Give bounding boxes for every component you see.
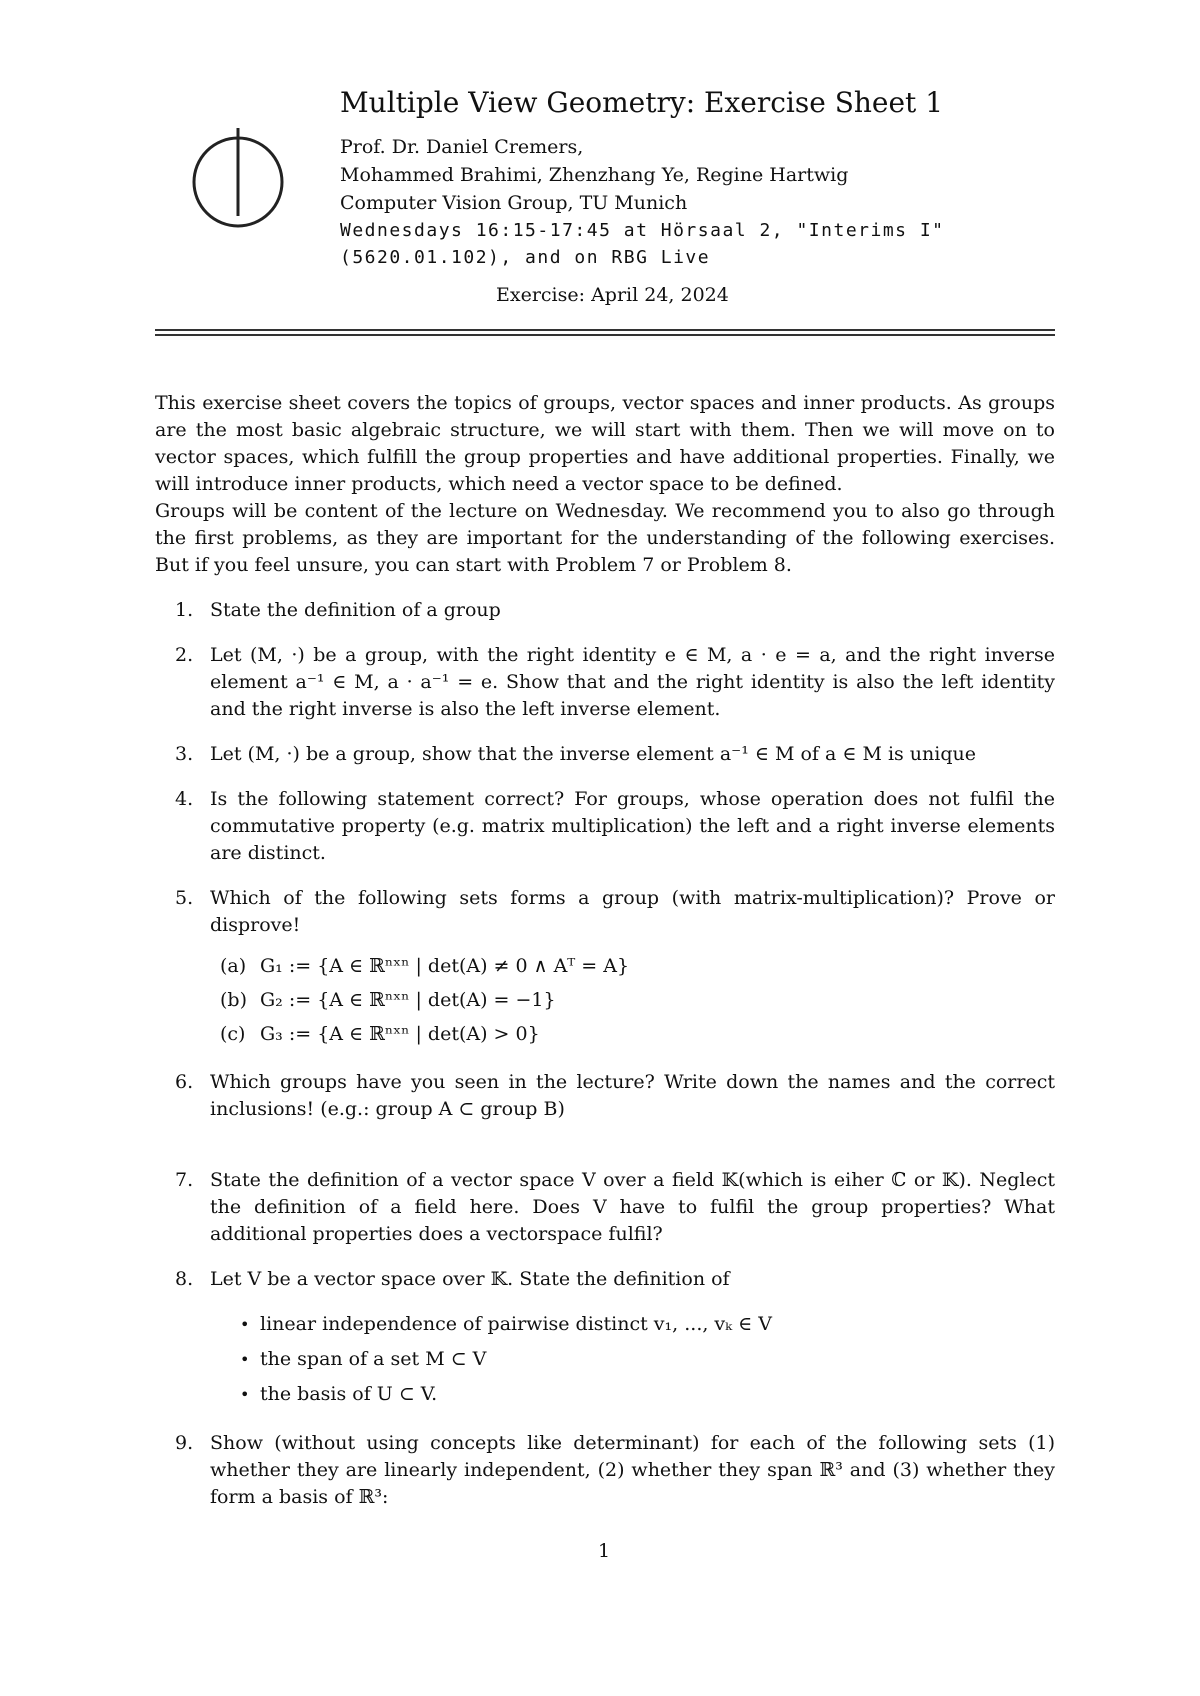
subproblem-c [210,1017,1055,1051]
problem-number: 2. [175,644,194,666]
header-divider-top [155,329,1055,331]
page-number: 1 [598,1540,611,1562]
problem-number: 6. [175,1071,194,1093]
problem-number: 9. [175,1432,194,1454]
subproblem-a [210,949,1055,983]
definition-item [210,1307,1055,1342]
schedule-line-1: Wednesdays 16:15-17:45 at Hörsaal 2, "Interims I" [340,220,945,241]
sheet-title: Multiple View Geometry: Exercise Sheet 1 [340,86,944,119]
intro-paragraph-1: This exercise sheet covers the topics of groups, vector spaces and inner products. As groups are the most basic algebraic structure, we will start with them. Then we will move on to vector spaces, which fulfill the group properties and have additional properties. Finally, we will introduce inner products, which need a vector space to be defined. [155,392,1055,495]
problem-text: State the definition of a group [210,599,501,621]
problem-text: Show (without using concepts like determinant) for each of the following sets (1) whether they are linearly independent, (2) whether they span ℝ³ and (3) whether they form a basis of ℝ³: [210,1432,1055,1508]
problem-4 [155,786,1055,867]
problem-number: 7. [175,1169,194,1191]
problem-1 [155,597,1055,624]
sheet-body [155,390,1055,1511]
problem-9 [155,1430,1055,1511]
definition-text: linear independence of pairwise distinct v₁, ..., vₖ ∈ V [260,1313,772,1335]
subproblem-text: G₁ := {A ∈ ℝⁿˣⁿ | det(A) ≠ 0 ∧ Aᵀ = A} [260,955,630,977]
definition-item [210,1342,1055,1377]
definition-item [210,1377,1055,1412]
subproblem-label: (a) [220,955,247,977]
subproblem-list [210,949,1055,1051]
subproblem-text: G₃ := {A ∈ ℝⁿˣⁿ | det(A) > 0} [260,1023,540,1045]
problem-number: 5. [175,887,194,909]
problem-list [155,597,1055,1511]
problem-number: 4. [175,788,194,810]
problem-8 [155,1266,1055,1412]
authors-line-1: Prof. Dr. Daniel Cremers, [340,136,584,158]
group-line: Computer Vision Group, TU Munich [340,192,688,214]
authors-line-2: Mohammed Brahimi, Zhenzhang Ye, Regine Hartwig [340,164,849,186]
problem-text: Let (M, ·) be a group, with the right identity e ∈ M, a · e = a, and the right inverse element a⁻¹ ∈ M, a · a⁻¹ = e. Show that and the right identity is also the left identity and the right inverse is also the left inverse element. [210,644,1055,720]
intro-paragraph-2: Groups will be content of the lecture on Wednesday. We recommend you to also go through the first problems, as they are important for the understanding of the following exercises. But if you feel unsure, you can start with Problem 7 or Problem 8. [155,500,1055,576]
problem-2 [155,642,1055,723]
problem-number: 8. [175,1268,194,1290]
definition-text: the basis of U ⊂ V. [260,1383,438,1405]
problem-number: 1. [175,599,194,621]
subproblem-label: (c) [220,1023,246,1045]
problem-5 [155,885,1055,1051]
bullet-icon: • [240,1385,250,1404]
intro [155,390,1055,579]
exercise-date: Exercise: April 24, 2024 [496,284,729,306]
definition-text: the span of a set M ⊂ V [260,1348,487,1370]
definition-list [210,1307,1055,1412]
problem-6 [155,1069,1055,1123]
bullet-icon: • [240,1350,250,1369]
schedule-line-2: (5620.01.102), and on RBG Live [340,247,711,268]
subproblem-text: G₂ := {A ∈ ℝⁿˣⁿ | det(A) = −1} [260,989,556,1011]
problem-text: Let V be a vector space over 𝕂. State the definition of [210,1268,730,1290]
problem-text: Which groups have you seen in the lecture? Write down the names and the correct inclusions! (e.g.: group A ⊂ group B) [210,1071,1055,1120]
problem-number: 3. [175,743,194,765]
header-divider-bottom [155,334,1055,336]
bullet-icon: • [240,1315,250,1334]
problem-text: Let (M, ·) be a group, show that the inverse element a⁻¹ ∈ M of a ∈ M is unique [210,743,977,765]
problem-7 [155,1167,1055,1248]
problem-text: Is the following statement correct? For groups, whose operation does not fulfil the commutative property (e.g. matrix multiplication) the left and a right inverse elements are distinct. [210,788,1055,864]
problem-3 [155,741,1055,768]
section-gap [155,1123,1055,1149]
subproblem-label: (b) [220,989,247,1011]
subproblem-b [210,983,1055,1017]
university-logo-icon [188,125,288,230]
problem-text: State the definition of a vector space V over a field 𝕂(which is eiher ℂ or 𝕂). Neglect the definition of a field here. Does V have to fulfil the group properties? What additional properties does a vectorspace fulfil? [210,1169,1055,1245]
problem-text: Which of the following sets forms a group (with matrix-multiplication)? Prove or disprove! [210,887,1055,936]
sheet-header [340,86,1060,271]
